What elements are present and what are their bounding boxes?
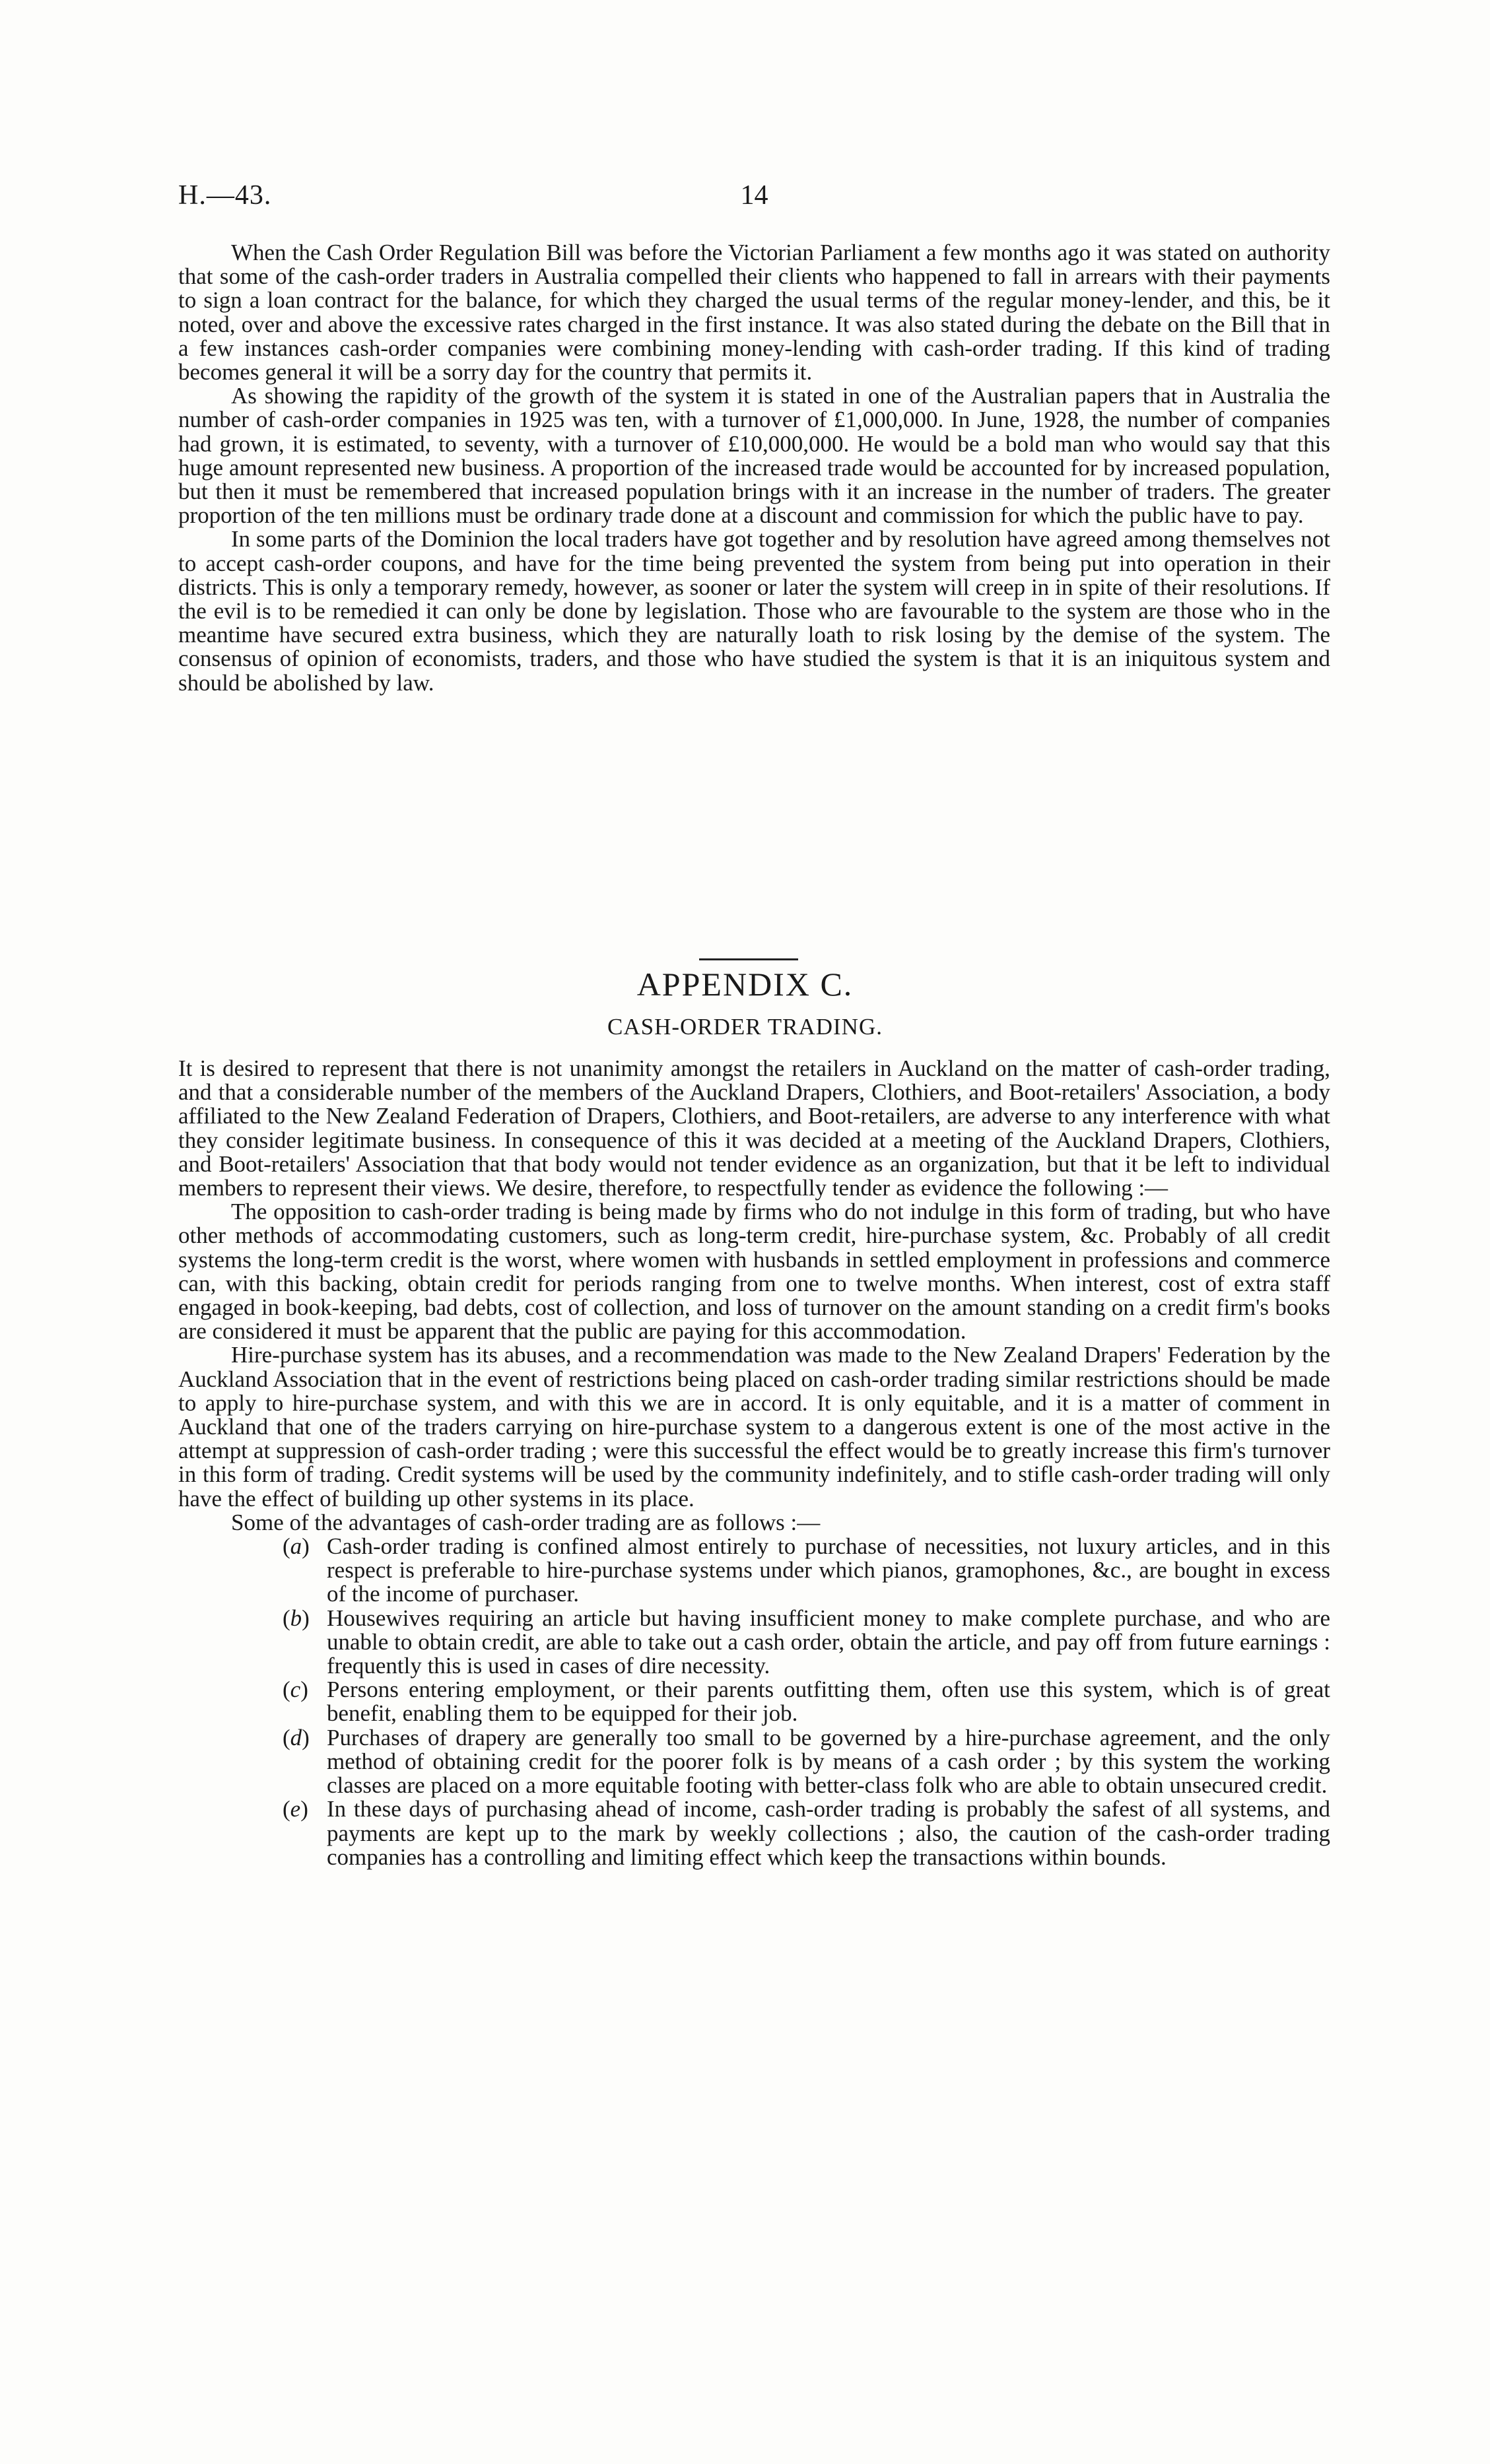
- list-item-text: Cash-order trading is confined almost entirely to purchase of necessities, not luxury articles, and in this respect is preferable to hire-purchase systems under which pianos, gramophones, &c., are bought in excess of the income of purchaser.: [327, 1533, 1330, 1607]
- section-divider: [699, 958, 798, 960]
- page-number: 14: [740, 180, 768, 211]
- list-item: (c) Persons entering employment, or their parents outfitting them, often use this system, which is of great benefit, enabling them to be equipped for their job.: [283, 1677, 1330, 1727]
- paragraph: In some parts of the Dominion the local traders have got together and by resolution have agreed among themselves not to accept cash-order coupons, and have for the time being prevented the system from being put into operation in their districts. This is only a temporary remedy, however, as sooner or later the system will creep in in spite of their resolutions. If the evil is to be remedied it can only be done by legislation. Those who are favourable to the system are those who in the meantime have secured extra business, which they are naturally loath to risk losing by the demise of the system. The consensus of opinion of economists, traders, and those who have studied the system is that it is an iniquitous system and should be abolished by law.: [178, 526, 1330, 696]
- list-item: (b) Housewives requiring an article but having insufficient money to make complete purchase, and who are unable to obtain credit, are able to take out a cash order, obtain the article, and pay off from future earnings : frequently this is used in cases of dire necessity.: [283, 1605, 1330, 1679]
- list-item: (a) Cash-order trading is confined almost entirely to purchase of necessities, not luxury articles, and in this respect is preferable to hire-purchase systems under which pianos, gramophones, &c., are bought in excess of the income of purchaser.: [283, 1533, 1330, 1607]
- list-item-label: c: [290, 1677, 301, 1703]
- paragraph: The opposition to cash-order trading is being made by firms who do not indulge in this form of trading, but who have other methods of accommodating customers, such as long-term credit, hire-purchase system, &c. Probably of all credit systems the long-term credit is the worst, where women with husbands in settled employment in professions and commerce can, with this backing, obtain credit for periods ranging from one to twelve months. When interest, cost of extra staff engaged in book-keeping, bad debts, cost of collection, and loss of turnover on the amount standing on a credit firm's books are considered it must be apparent that the public are paying for this accommodation.: [178, 1199, 1330, 1345]
- appendix-subtitle: CASH-ORDER TRADING.: [607, 1014, 883, 1040]
- appendix-body: [178, 1057, 1330, 1869]
- list-item-text: In these days of purchasing ahead of income, cash-order trading is probably the safest of all systems, and payments are kept up to the mark by weekly collections ; also, the caution of the cash-order trading companies has a controlling and limiting effect which keep the transactions within bounds.: [327, 1796, 1330, 1870]
- paragraph: Hire-purchase system has its abuses, and a recommendation was made to the New Zealand Drapers' Federation by the Auckland Association that in the event of restrictions being placed on cash-order trading similar restrictions should be made to apply to hire-purchase system, and with this we are in accord. It is only equitable, and it is a matter of comment in Auckland that one of the traders carrying on hire-purchase system to a dangerous extent is one of the most active in the attempt at suppression of cash-order trading ; were this successful the effect would be to greatly increase this firm's turnover in this form of trading. Credit systems will be used by the community indefinitely, and to stifle cash-order trading will only have the effect of building up other systems in its place.: [178, 1342, 1330, 1512]
- section-body: [178, 241, 1330, 695]
- document-reference: H.—43.: [178, 180, 272, 211]
- opening-paragraph: It is desired to represent that there is not unanimity amongst the retailers in Auckland on the matter of cash-order trading, and that a considerable number of the members of the Auckland Drapers, Clothiers, and Boot-retailers' Association, a body affiliated to the New Zealand Federation of Drapers, Clothiers, and Boot-retailers, are adverse to any interference with what they consider legitimate business. In consequence of this it was decided at a meeting of the Auckland Drapers, Clothiers, and Boot-retailers' Association that that body would not tender evidence as an organization, but that it be left to individual members to represent their views. We desire, therefore, to respectfully tender as evidence the following :—: [178, 1055, 1330, 1201]
- list-item-text: Persons entering employment, or their parents outfitting them, often use this system, which is of great benefit, enabling them to be equipped for their job.: [327, 1677, 1330, 1727]
- list-intro: Some of the advantages of cash-order trading are as follows :—: [231, 1509, 821, 1535]
- appendix-title: APPENDIX C.: [636, 966, 854, 1003]
- list-item-label: d: [290, 1724, 302, 1750]
- list-item: (d) Purchases of drapery are generally too small to be governed by a hire-purchase agreement, and the only method of obtaining credit for the poorer folk is by means of a cash order ; by this system the working classes are placed on a more equitable footing with better-class folk who are able to obtain unsecured credit.: [283, 1724, 1330, 1799]
- list-item-text: Housewives requiring an article but having insufficient money to make complete purchase, and who are unable to obtain credit, are able to take out a cash order, obtain the article, and pay off from future earnings : frequently this is used in cases of dire necessity.: [327, 1605, 1330, 1679]
- list-item-label: e: [290, 1796, 301, 1822]
- list-item-label: a: [290, 1533, 302, 1560]
- list-item-text: Purchases of drapery are generally too small to be governed by a hire-purchase agreement, and the only method of obtaining credit for the poorer folk is by means of a cash order ; by this system the working classes are placed on a more equitable footing with better-class folk who are able to obtain unsecured credit.: [327, 1724, 1330, 1799]
- list-item-label: b: [290, 1605, 302, 1631]
- paragraph: As showing the rapidity of the growth of the system it is stated in one of the Australian papers that in Australia the number of cash-order companies in 1925 was ten, with a turnover of £1,000,000. In June, 1928, the number of companies had grown, it is estimated, to seventy, with a turnover of £10,000,000. He would be a bold man who would say that this huge amount represented new business. A proportion of the increased trade would be accounted for by increased population, but then it must be remembered that increased population brings with it an increase in the number of traders. The greater proportion of the ten millions must be ordinary trade done at a discount and commission for which the public have to pay.: [178, 383, 1330, 529]
- advantages-list: [178, 1535, 1330, 1869]
- paragraph: When the Cash Order Regulation Bill was before the Victorian Parliament a few months ago it was stated on authority that some of the cash-order traders in Australia compelled their clients who happened to fall in arrears with their payments to sign a loan contract for the balance, for which they charged the usual terms of the regular money-lender, and this, be it noted, over and above the excessive rates charged in the first instance. It was also stated during the debate on the Bill that in a few instances cash-order companies were combining money-lending with cash-order trading. If this kind of trading becomes general it will be a sorry day for the country that permits it.: [178, 240, 1330, 385]
- page-header: [178, 180, 1330, 219]
- list-item: (e) In these days of purchasing ahead of income, cash-order trading is probably the safest of all systems, and payments are kept up to the mark by weekly collections ; also, the caution of the cash-order trading companies has a controlling and limiting effect which keep the transactions within bounds.: [283, 1796, 1330, 1870]
